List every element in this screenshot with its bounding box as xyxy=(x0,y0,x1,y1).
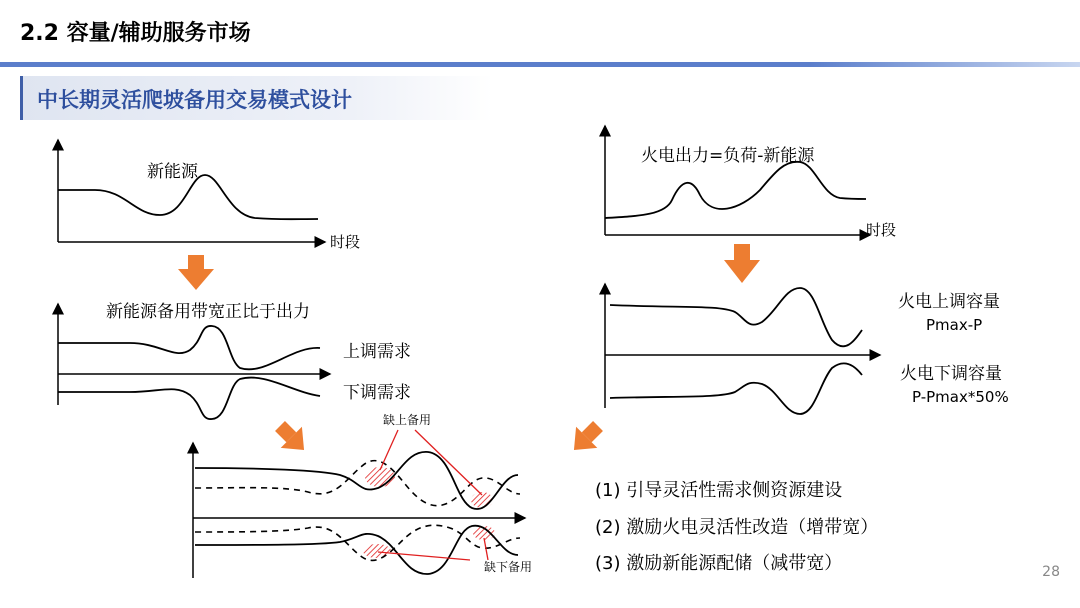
down-capacity-curve xyxy=(195,526,518,574)
renewable-label: 新能源 xyxy=(147,162,198,182)
flow-arrow-diag-left xyxy=(269,415,314,460)
thermal-capacity-chart xyxy=(605,284,1009,414)
flow-arrow-down-left xyxy=(178,255,214,290)
down-capacity-label: 火电下调容量 xyxy=(900,364,1002,384)
subtitle: 中长期灵活爬坡备用交易模式设计 xyxy=(37,88,352,112)
up-capacity-curve xyxy=(195,452,518,509)
renewable-output-chart xyxy=(58,140,360,251)
reserve-bandwidth-chart xyxy=(58,302,411,419)
down-capacity-formula: P-Pmax*50% xyxy=(912,388,1009,406)
note-item-2: (2) 激励火电灵活性改造（增带宽） xyxy=(595,517,879,538)
page-title: 2.2 容量/辅助服务市场 xyxy=(20,21,251,46)
callout-line xyxy=(380,430,398,470)
thermal-label: 火电出力=负荷-新能源 xyxy=(641,146,815,166)
thermal-output-chart xyxy=(605,126,896,239)
downward-demand-curve xyxy=(58,378,320,420)
down-demand-label: 下调需求 xyxy=(343,383,411,403)
note-item-3: (3) 激励新能源配储（减带宽） xyxy=(595,553,843,574)
up-capacity-formula: Pmax-P xyxy=(926,316,983,334)
time-label-right: 时段 xyxy=(866,221,897,239)
callout-line xyxy=(378,552,470,560)
up-capacity-curve xyxy=(610,288,862,346)
thermal-curve xyxy=(605,162,866,218)
up-capacity-label: 火电上调容量 xyxy=(898,292,1000,312)
bandwidth-label: 新能源备用带宽正比于出力 xyxy=(106,302,310,322)
shortage-down-label: 缺下备用 xyxy=(484,560,533,574)
down-capacity-curve xyxy=(610,363,862,414)
shortage-up-label: 缺上备用 xyxy=(383,413,432,427)
callout-line xyxy=(415,430,482,495)
up-demand-label: 上调需求 xyxy=(343,342,411,362)
time-label-left: 时段 xyxy=(330,233,361,251)
down-demand-curve xyxy=(195,525,520,560)
page-number: 28 xyxy=(1042,564,1060,580)
shortage-down-region xyxy=(363,544,391,558)
flow-arrow-down-right xyxy=(724,244,760,283)
reserve-shortage-chart xyxy=(193,412,532,578)
flow-arrow-diag-right xyxy=(563,415,608,460)
upward-demand-curve xyxy=(58,326,320,369)
callout-line xyxy=(484,538,488,560)
note-item-1: (1) 引导灵活性需求侧资源建设 xyxy=(595,480,843,501)
